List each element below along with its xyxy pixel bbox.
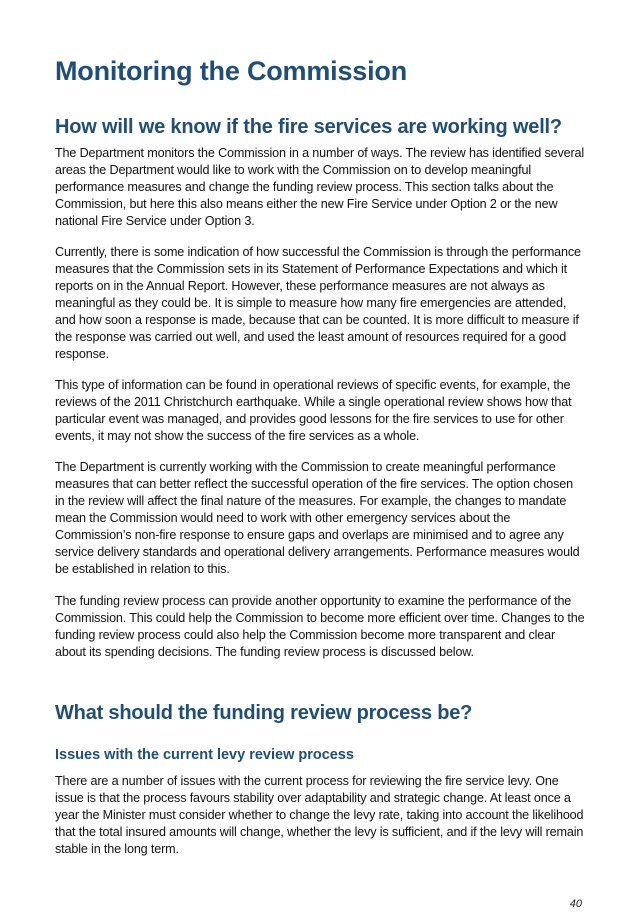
paragraph: The Department monitors the Commission in a number of ways. The review has identified several areas the Department would like to work with the Commission on to develop meaningful performance measures and change the funding review process. This section talks about the Commission, but here this also means either the new Fire Service under Option 2 or the new national Fire Service under Option 3. — [55, 146, 584, 228]
section-heading-funding-review: What should the funding review process be? — [55, 702, 473, 724]
paragraph: The Department is currently working with the Commission to create meaningful performance measures that can better reflect the successful operation of the fire services. The option chosen in the review will affect the final nature of the measures. For example, the changes to mandate mean the Commission would need to work with other emergency services about the Commission’s non-fire response to ensure gaps and overlaps are minimised and to agree any service delivery standards and operational delivery arrangements. Performance measures would be established in relation to this. — [55, 460, 580, 576]
page-number: 40 — [569, 898, 582, 910]
paragraph: The funding review process can provide another opportunity to examine the performance of the Commission. This could help the Commission to become more efficient over time. Changes to the funding review process could also help the Commission become more transparent and clear about its spending decisions. The funding review process is discussed below. — [55, 594, 585, 659]
paragraph: There are a number of issues with the current process for reviewing the fire service levy. One issue is that the process favours stability over adaptability and strategic change. At least once a year the Minister must consider whether to change the levy rate, taking into account the likelihood that the total insured amounts will change, whether the levy is sufficient, and if the levy will remain stable in the long term. — [55, 774, 584, 856]
subsection-heading-levy-issues: Issues with the current levy review process — [55, 747, 354, 763]
paragraph: Currently, there is some indication of how successful the Commission is through the performance measures that the Commission sets in its Statement of Performance Expectations and which it reports on in the Annual Report. However, these performance measures are not always as meaningful as they could be. It is simple to measure how many fire emergencies are attended, and how soon a response is made, because that can be counted. It is more difficult to measure if the response was carried out well, and used the least amount of resources required for a good response. — [55, 245, 581, 361]
paragraph: This type of information can be found in operational reviews of specific events, for example, the reviews of the 2011 Christchurch earthquake. While a single operational review shows how that particular event was managed, and provides good lessons for the fire services to use for other events, it may not show the success of the fire services as a whole. — [55, 378, 572, 443]
section-heading-performance: How will we know if the fire services are working well? — [55, 116, 562, 138]
page-title: Monitoring the Commission — [55, 56, 407, 86]
